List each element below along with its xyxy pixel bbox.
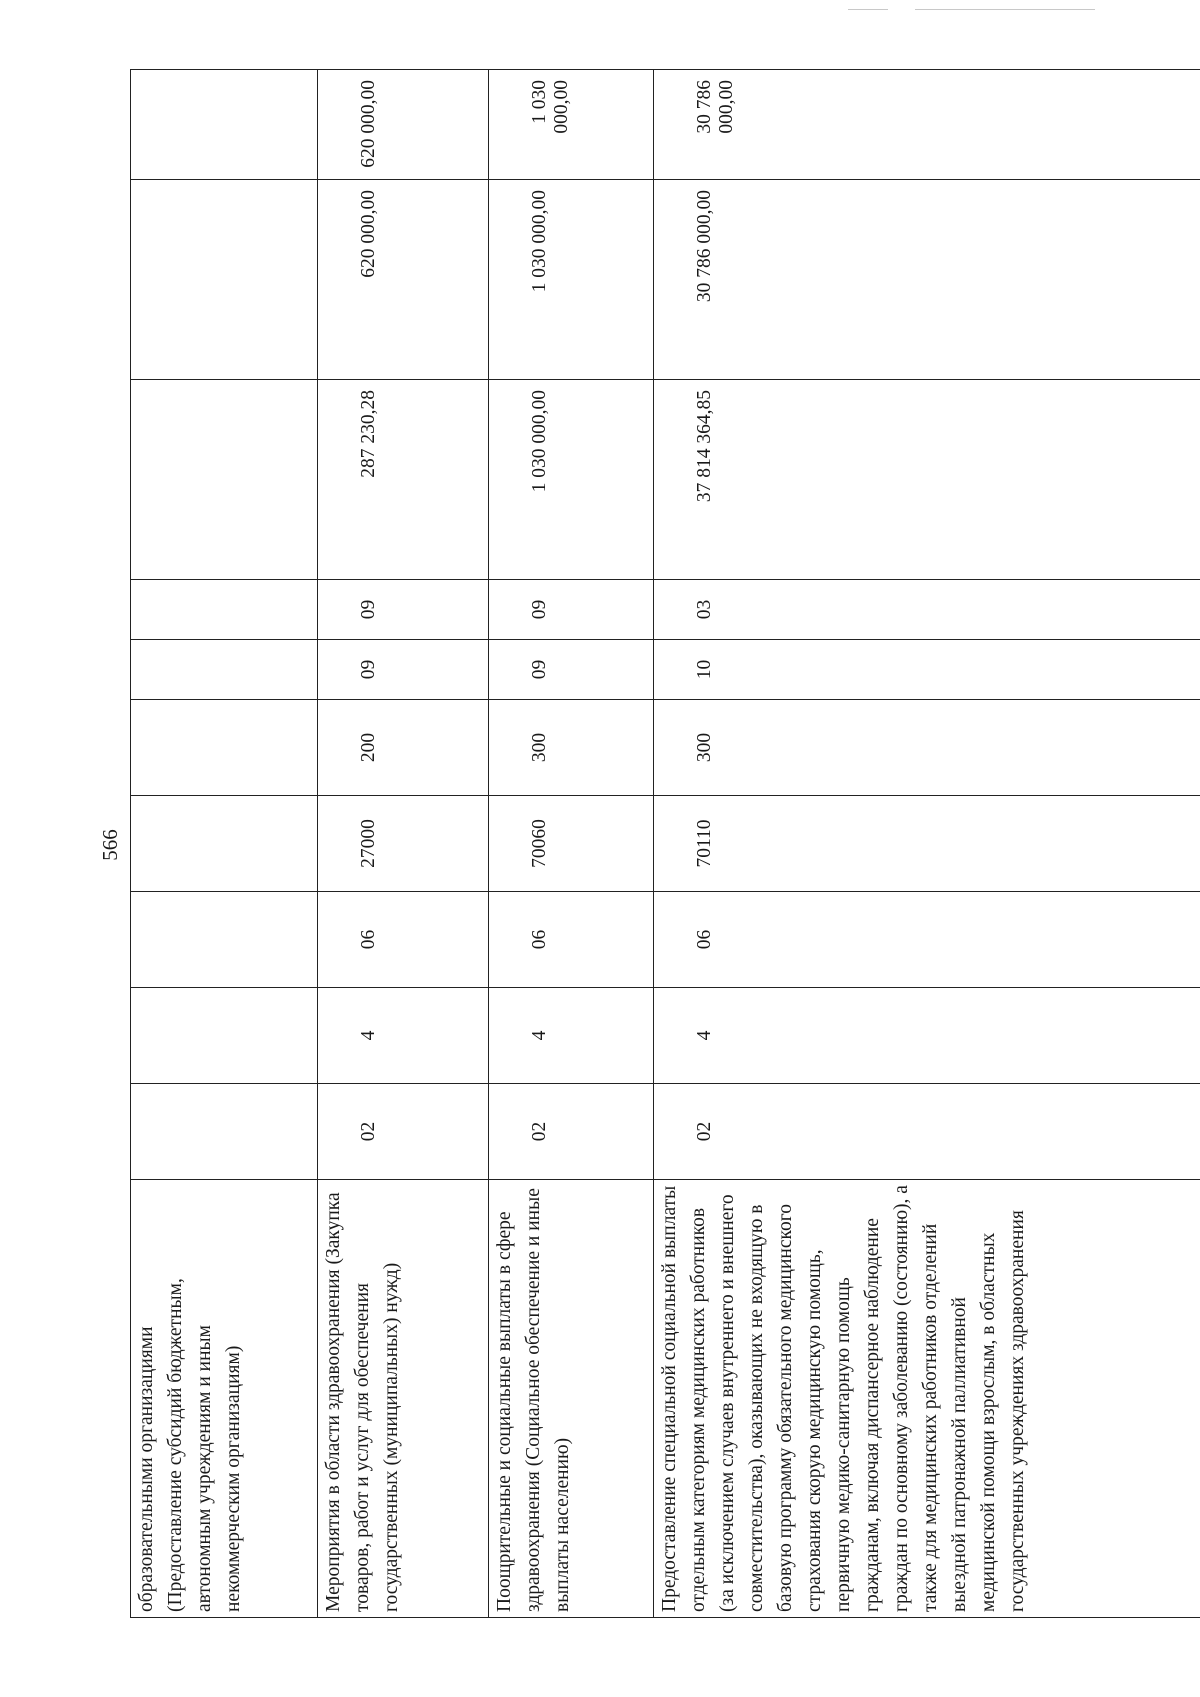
code-cell: 09 xyxy=(318,580,489,640)
amount-cell: 1 030 000,00 xyxy=(489,180,654,380)
amount-cell xyxy=(131,380,318,580)
table-row xyxy=(489,70,654,1618)
scan-artifact-line xyxy=(915,9,1095,10)
description-cell: Мероприятия в области здравоохранения (Закупка товаров, работ и услуг для обеспечения государственных (муниципальных) нужд) xyxy=(318,1180,489,1618)
amount-cell: 30 786 000,00 xyxy=(654,70,1200,180)
code-cell: 4 xyxy=(318,988,489,1084)
budget-table xyxy=(130,69,1200,1618)
amount-cell: 1 030 000,00 xyxy=(489,70,654,180)
code-cell: 02 xyxy=(654,1084,1200,1180)
code-cell: 70060 xyxy=(489,796,654,892)
code-cell: 4 xyxy=(489,988,654,1084)
code-cell: 09 xyxy=(318,640,489,700)
code-cell: 09 xyxy=(489,640,654,700)
description-cell: Поощрительные и социальные выплаты в сфере здравоохранения (Социальное обеспечение и иные выплаты населению) xyxy=(489,1180,654,1618)
code-cell: 4 xyxy=(654,988,1200,1084)
code-cell: 06 xyxy=(318,892,489,988)
amount-cell: 30 786 000,00 xyxy=(654,180,1200,380)
code-cell: 02 xyxy=(489,1084,654,1180)
code-cell xyxy=(131,580,318,640)
scan-artifact-line xyxy=(848,9,888,10)
amount-cell: 287 230,28 xyxy=(318,380,489,580)
table-row xyxy=(654,70,1200,1618)
code-cell: 06 xyxy=(654,892,1200,988)
amount-cell: 1 030 000,00 xyxy=(489,380,654,580)
amount-cell: 37 814 364,85 xyxy=(654,380,1200,580)
amount-cell: 620 000,00 xyxy=(318,180,489,380)
description-cell: образовательными организациями (Предоставление субсидий бюджетным, автономным учреждениям и иным некоммерческим организациям) xyxy=(131,1180,318,1618)
code-cell xyxy=(131,1084,318,1180)
code-cell: 200 xyxy=(318,700,489,796)
code-cell: 06 xyxy=(489,892,654,988)
code-cell: 10 xyxy=(654,640,1200,700)
code-cell: 27000 xyxy=(318,796,489,892)
page-number: 566 xyxy=(98,829,122,861)
code-cell xyxy=(131,640,318,700)
table-row xyxy=(131,70,318,1618)
code-cell xyxy=(131,892,318,988)
rotated-table-frame xyxy=(130,70,1090,1618)
description-cell: Предоставление специальной социальной выплаты отдельным категориям медицинских работников (за исключением случаев внутреннего и внешнего совместительства), оказывающих не входящую в базовую программу обязательного медицинского страхования скорую медицинскую помощь, первичную медико-санитарную помощь гражданам, включая диспансерное наблюдение граждан по основному заболеванию (состоянию), а также для медицинских работников отделений выездной патронажной паллиативной медицинской помощи взрослым, в областных государственных учреждениях здравоохранения xyxy=(654,1180,1200,1618)
code-cell: 300 xyxy=(489,700,654,796)
code-cell xyxy=(131,988,318,1084)
code-cell xyxy=(131,796,318,892)
code-cell: 70110 xyxy=(654,796,1200,892)
code-cell: 02 xyxy=(318,1084,489,1180)
amount-cell: 620 000,00 xyxy=(318,70,489,180)
code-cell: 09 xyxy=(489,580,654,640)
table-row xyxy=(318,70,489,1618)
code-cell xyxy=(131,700,318,796)
amount-cell xyxy=(131,180,318,380)
code-cell: 300 xyxy=(654,700,1200,796)
amount-cell xyxy=(131,70,318,180)
code-cell: 03 xyxy=(654,580,1200,640)
